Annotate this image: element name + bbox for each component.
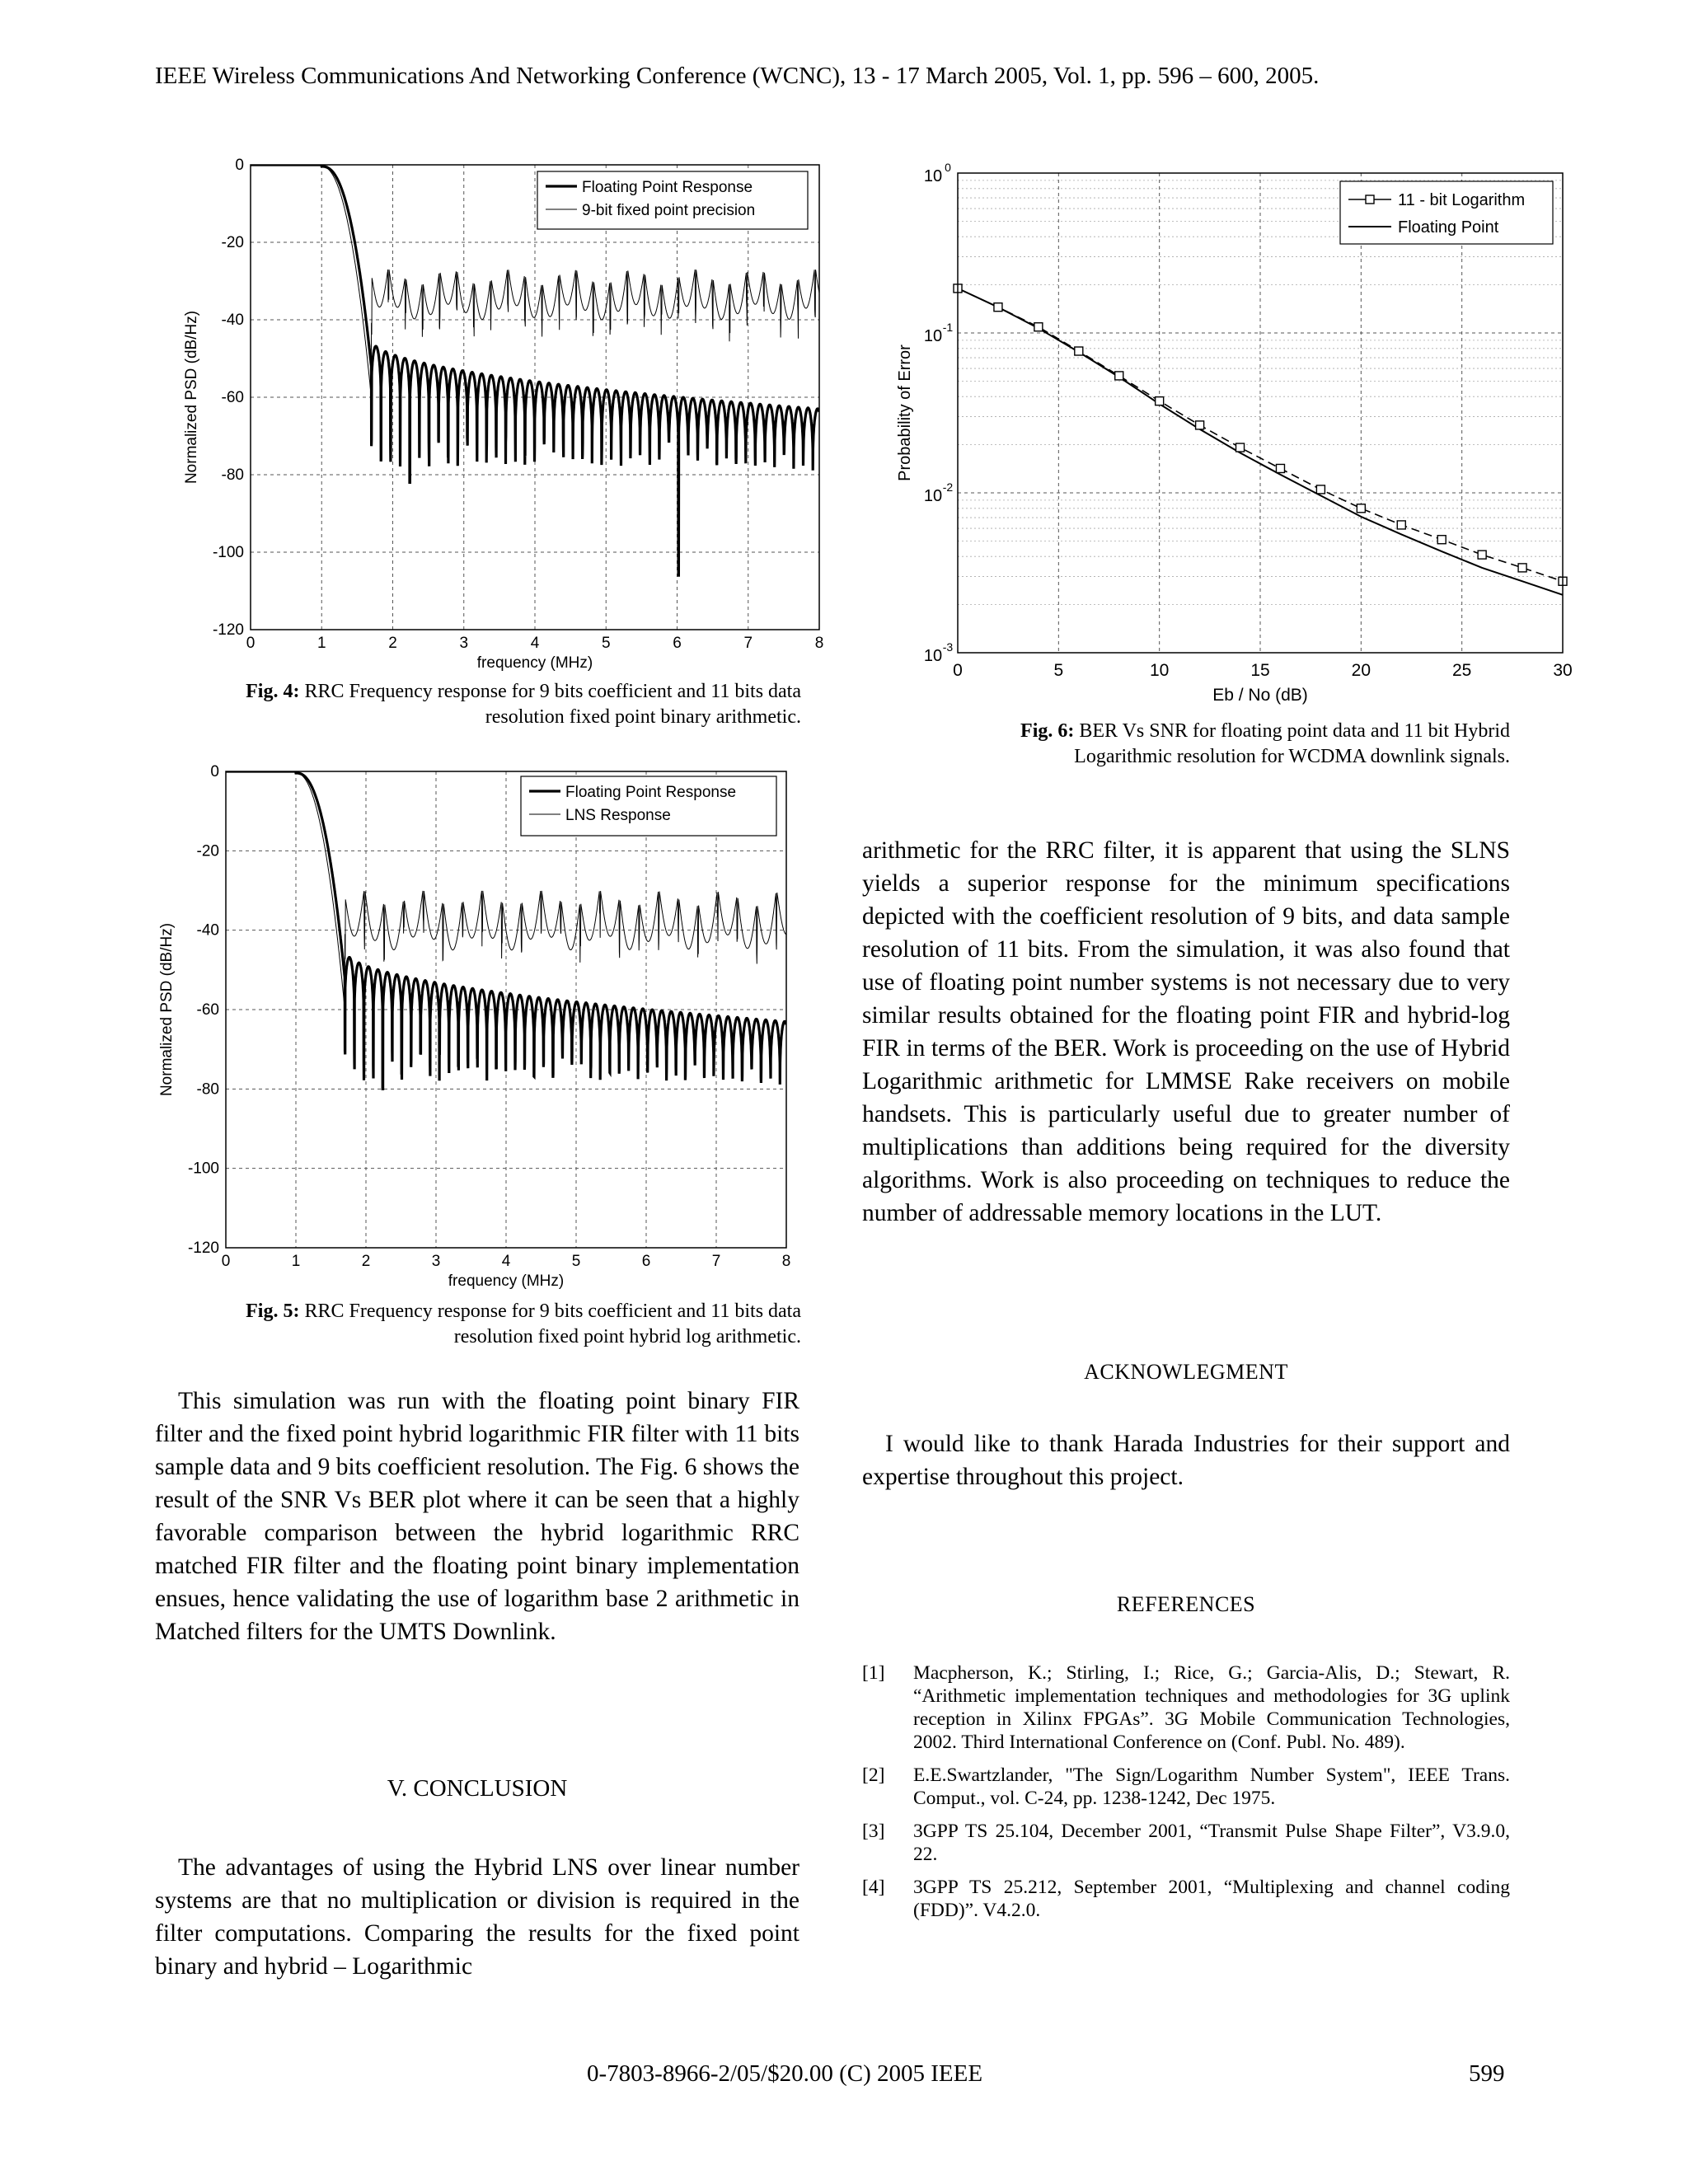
x-tick-label: 25	[1451, 661, 1472, 680]
y-tick-base: 10	[923, 647, 943, 665]
data-point-marker	[1518, 564, 1526, 572]
x-axis-label: frequency (MHz)	[476, 654, 593, 672]
x-tick-label: 5	[1053, 661, 1064, 680]
data-point-marker	[1437, 536, 1446, 544]
x-tick-label: 2	[361, 1253, 371, 1270]
reference-text: Macpherson, K.; Stirling, I.; Rice, G.; Garcia-Alis, D.; Stewart, R. “Arithmetic implementation techniques and methodologies for 3G uplink reception in Xilinx FPGAs”. 3G Mobile Communication Technologies, 2002. Third International Conference on (Conf. Publ. No. 489).	[913, 1662, 1510, 1753]
y-tick-exponent: -3	[942, 640, 954, 654]
y-tick-label: -80	[221, 466, 244, 484]
figure-6	[890, 157, 1574, 717]
data-point-marker	[1236, 443, 1245, 452]
legend-swatch-marker	[1366, 195, 1374, 204]
x-tick-label: 2	[388, 635, 397, 652]
references-heading: REFERENCES	[1116, 1592, 1256, 1616]
legend-label: Floating Point Response	[565, 784, 737, 801]
data-point-marker	[1075, 347, 1083, 355]
reference-list	[862, 1661, 1510, 1932]
y-tick-label: -120	[187, 1240, 219, 1257]
x-tick-label: 0	[953, 661, 963, 680]
data-point-marker	[994, 303, 1002, 312]
footer-page-number: 599	[1469, 2060, 1505, 2087]
data-point-marker	[1276, 464, 1284, 472]
paragraph-text: This simulation was run with the floating point binary FIR filter and the fixed point hybrid logarithmic FIR filter with 11 bits sample data and 9 bits coefficient resolution. The Fig. 6 shows the result of the SNR Vs BER plot where it can be seen that a highly favorable comparison between the hybrid logarithmic RRC matched FIR filter and the floating point binary implementation ensues, hence validating the use of logarithm base 2 arithmetic in Matched filters for the UMTS Downlink.	[155, 1388, 799, 1645]
data-point-marker	[1115, 372, 1123, 380]
body-paragraph-conclusion	[155, 1851, 799, 1983]
x-tick-label: 5	[601, 635, 611, 652]
acknowledgment-heading: ACKNOWLEGMENT	[1084, 1360, 1288, 1384]
legend-label: 9-bit fixed point precision	[582, 202, 756, 219]
y-tick-exponent: 0	[945, 161, 951, 174]
y-tick-label: -20	[221, 234, 244, 251]
figure-4-caption-text: RRC Frequency response for 9 bits coefficient and 11 bits data resolution fixed point binary arithmetic.	[299, 681, 801, 728]
y-tick-base: 10	[923, 327, 943, 345]
x-tick-label: 8	[781, 1253, 791, 1270]
y-tick-base: 10	[923, 167, 943, 185]
acknowledgment-paragraph	[862, 1427, 1510, 1493]
y-tick-label: -100	[187, 1160, 219, 1178]
figure-4-caption-label: Fig. 4:	[246, 681, 300, 702]
y-tick-label: -60	[196, 1001, 219, 1019]
x-tick-label: 0	[246, 635, 256, 652]
reference-number: [3]	[862, 1821, 885, 1842]
reference-item	[862, 1820, 1510, 1866]
y-tick-base: 10	[923, 487, 943, 505]
x-tick-label: 1	[316, 635, 326, 652]
y-tick-exponent: -2	[942, 480, 954, 494]
paragraph-text: I would like to thank Harada Industries for their support and expertise throughout this project.	[862, 1431, 1510, 1490]
x-tick-label: 20	[1351, 661, 1372, 680]
x-axis-label: Eb / No (dB)	[1212, 686, 1308, 705]
y-tick-label: -80	[196, 1080, 219, 1099]
y-axis-label: Normalized PSD (dB/Hz)	[158, 922, 176, 1097]
data-point-marker	[1316, 485, 1325, 494]
y-tick-label: -120	[212, 621, 244, 639]
conclusion-heading: V. CONCLUSION	[387, 1775, 568, 1802]
y-tick-label: 0	[210, 763, 219, 780]
figure-4-caption	[188, 679, 801, 730]
y-tick-label: -40	[196, 921, 219, 940]
legend-label: Floating Point	[1398, 218, 1499, 237]
x-tick-label: 5	[571, 1253, 581, 1270]
data-point-marker	[1357, 504, 1365, 513]
y-axis-label: Probability of Error	[896, 344, 914, 481]
reference-text: E.E.Swartzlander, "The Sign/Logarithm Number System", IEEE Trans. Comput., vol. C-24, pp. 1238-1242, Dec 1975.	[913, 1765, 1510, 1809]
reference-text: 3GPP TS 25.212, September 2001, “Multiplexing and channel coding (FDD)”. V4.2.0.	[913, 1877, 1510, 1921]
y-tick-label	[924, 321, 954, 345]
x-tick-label: 3	[431, 1253, 441, 1270]
figure-4	[180, 155, 839, 674]
legend-label: 11 - bit Logarithm	[1398, 191, 1526, 209]
reference-item	[862, 1764, 1510, 1810]
reference-text: 3GPP TS 25.104, December 2001, “Transmit Pulse Shape Filter”, V3.9.0, 22.	[913, 1821, 1510, 1865]
reference-number: [1]	[862, 1662, 885, 1684]
x-axis-label: frequency (MHz)	[448, 1272, 565, 1290]
x-tick-label: 4	[501, 1253, 511, 1270]
footer-copyright: 0-7803-8966-2/05/$20.00 (C) 2005 IEEE	[587, 2060, 983, 2087]
x-tick-label: 6	[641, 1253, 651, 1270]
x-tick-label: 6	[673, 635, 682, 652]
x-tick-label: 15	[1250, 661, 1270, 680]
y-tick-exponent: -1	[942, 321, 954, 334]
data-point-marker	[1034, 323, 1043, 331]
paragraph-text: arithmetic for the RRC filter, it is apparent that using the SLNS yields a superior response for the minimum specifications depicted with the coefficient resolution of 9 bits, and data sample resolution of 11 bits. From the simulation, it was also found that use of floating point number systems is not necessary due to very similar results obtained for the floating point FIR and hybrid-log FIR in terms of the BER. Work is proceeding on the use of Hybrid Logarithmic arithmetic for LMMSE Rake receivers on mobile handsets. This is particularly useful due to greater number of multiplications than additions being required for the diversity algorithms. Work is also proceeding on techniques to reduce the number of addressable memory locations in the LUT.	[862, 837, 1510, 1226]
y-tick-label	[924, 161, 951, 185]
y-tick-label	[924, 480, 954, 505]
data-point-marker	[1478, 551, 1486, 559]
data-point-marker	[1156, 397, 1164, 405]
y-tick-label: 0	[235, 157, 244, 174]
figure-5	[158, 763, 818, 1297]
x-tick-label: 0	[221, 1253, 231, 1270]
y-axis-label: Normalized PSD (dB/Hz)	[183, 310, 200, 485]
x-tick-label: 7	[711, 1253, 721, 1270]
figure-6-caption-label: Fig. 6:	[1020, 720, 1075, 742]
body-paragraph-results	[862, 834, 1510, 1230]
y-tick-label: -60	[221, 389, 244, 406]
citation-header: IEEE Wireless Communications And Networking Conference (WCNC), 13 - 17 March 2005, Vol. 1, pp. 596 – 600, 2005.	[155, 63, 1320, 89]
y-tick-label: -100	[212, 544, 244, 561]
reference-item	[862, 1876, 1510, 1922]
data-point-marker	[1196, 421, 1204, 429]
legend-label: LNS Response	[565, 807, 671, 824]
x-tick-label: 3	[459, 635, 469, 652]
y-tick-label: -40	[221, 312, 244, 329]
reference-number: [4]	[862, 1877, 885, 1898]
x-tick-label: 8	[814, 635, 824, 652]
x-tick-label: 10	[1149, 661, 1170, 680]
x-tick-label: 1	[291, 1253, 301, 1270]
figure-5-caption-text: RRC Frequency response for 9 bits coefficient and 11 bits data resolution fixed point hybrid log arithmetic.	[299, 1301, 801, 1347]
figure-5-caption-label: Fig. 5:	[246, 1301, 300, 1322]
body-paragraph-simulation	[155, 1385, 799, 1648]
legend-label: Floating Point Response	[582, 179, 753, 196]
figure-6-caption	[948, 719, 1510, 770]
figure-5-chart	[158, 763, 818, 1297]
x-tick-label: 7	[743, 635, 753, 652]
figure-6-caption-text: BER Vs SNR for floating point data and 11 bit Hybrid Logarithmic resolution for WCDMA downlink signals.	[1074, 720, 1510, 767]
reference-item	[862, 1661, 1510, 1754]
data-point-marker	[1397, 521, 1405, 529]
paragraph-text: The advantages of using the Hybrid LNS over linear number systems are that no multiplication or division is required in the filter computations. Comparing the results for the fixed point binary and hybrid – Logarithmic	[155, 1854, 799, 1980]
x-tick-label: 30	[1553, 661, 1573, 680]
reference-number: [2]	[862, 1765, 885, 1786]
figure-4-chart	[180, 155, 839, 674]
figure-6-chart	[890, 157, 1574, 717]
y-tick-label: -20	[196, 842, 219, 860]
x-tick-label: 4	[530, 635, 540, 652]
figure-5-caption	[188, 1299, 801, 1350]
y-tick-label	[924, 640, 954, 665]
